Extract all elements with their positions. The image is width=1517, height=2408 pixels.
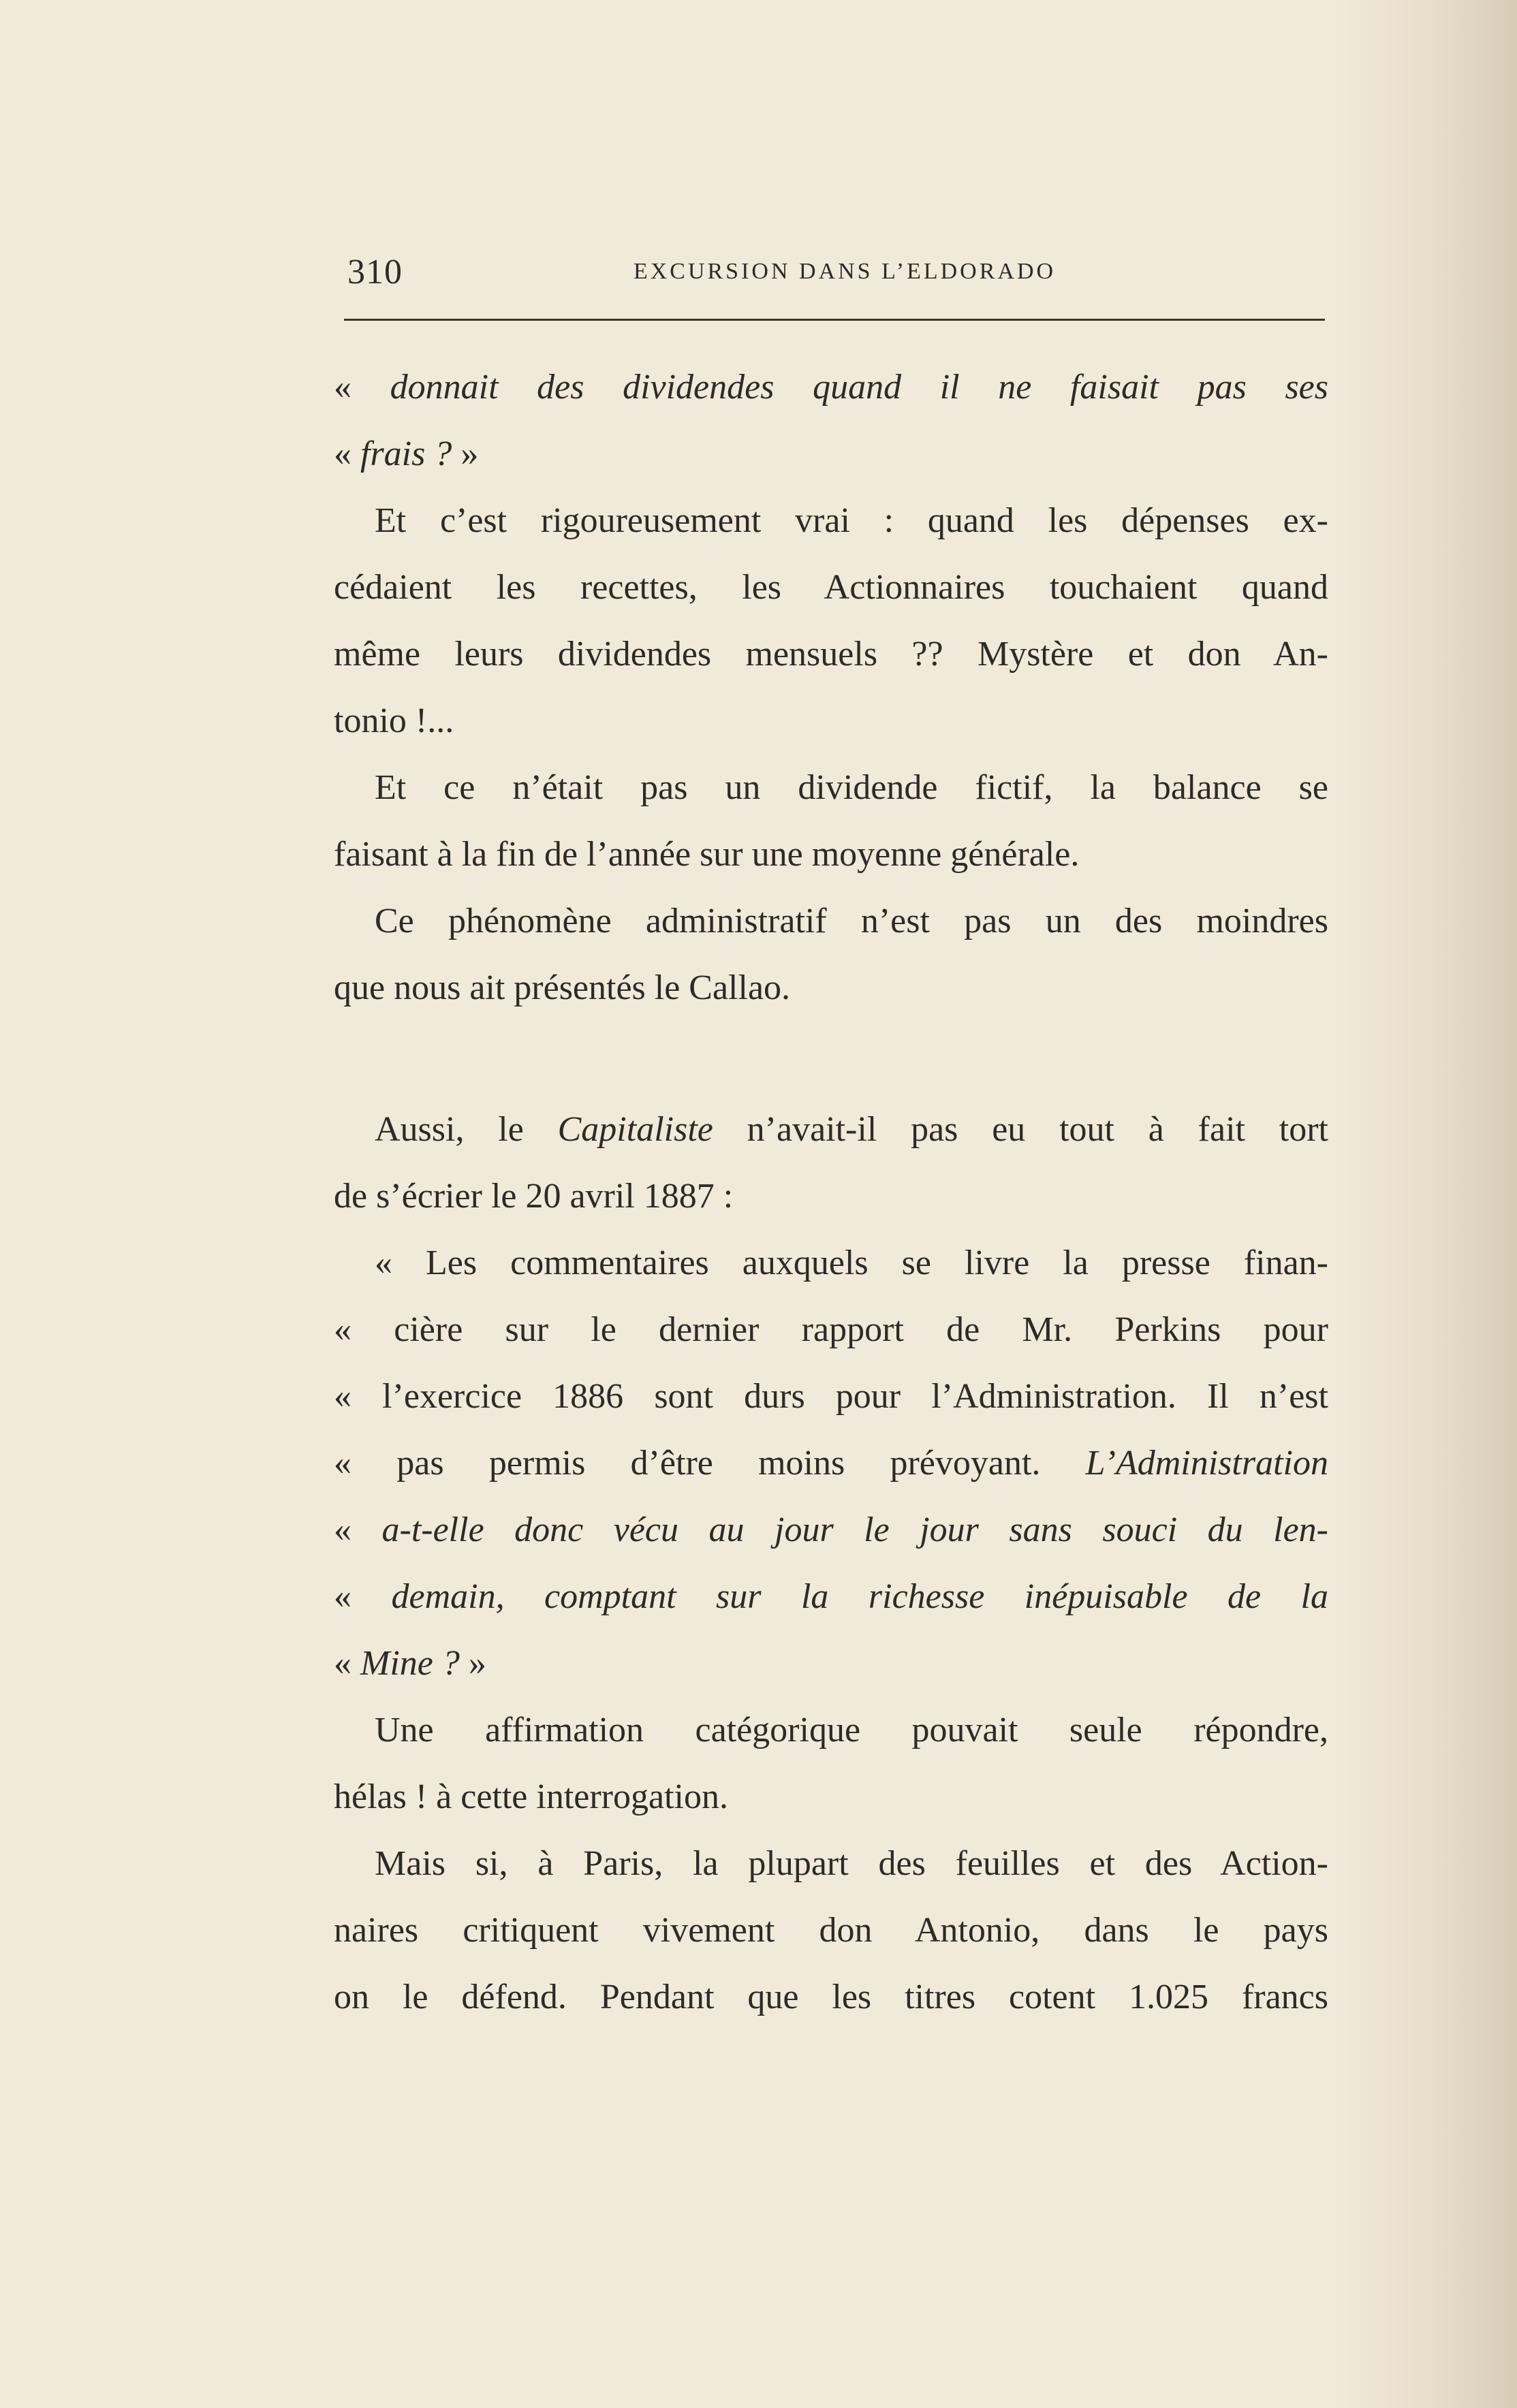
italic-text: Capitaliste xyxy=(557,1110,713,1149)
italic-text: frais ? xyxy=(360,434,452,473)
text-line: même leurs dividendes mensuels ?? Mystère et don An- xyxy=(334,635,1328,674)
paragraph-6 xyxy=(334,1230,1328,1697)
paragraph-2 xyxy=(334,488,1328,755)
text-line: tonio !... xyxy=(334,701,454,740)
header-rule xyxy=(344,319,1325,321)
text-line: de s’écrier le 20 avril 1887 : xyxy=(334,1177,734,1216)
text-line: « a-t-elle donc vécu au jour le jour sans souci du len- xyxy=(334,1510,1329,1549)
text-line: Une affirmation catégorique pouvait seule répondre, xyxy=(375,1711,1328,1749)
text-line: « demain, comptant sur la richesse inépuisable de la xyxy=(334,1577,1328,1616)
page-body xyxy=(334,354,1328,2031)
text-line: on le défend. Pendant que les titres cotent 1.025 francs xyxy=(334,1978,1328,2016)
text-line: cédaient les recettes, les Actionnaires touchaient quand xyxy=(334,568,1328,607)
text-line: « cière sur le dernier rapport de Mr. Perkins pour xyxy=(334,1310,1328,1349)
text-line: « pas permis d’être moins prévoyant. L’Administration xyxy=(334,1444,1328,1483)
italic-text: a-t-elle donc vécu au jour le jour sans souci du len- xyxy=(381,1510,1329,1549)
paragraph-8 xyxy=(334,1831,1328,2031)
section-gap xyxy=(334,1021,1328,1096)
paragraph-3 xyxy=(334,755,1328,888)
paragraph-5 xyxy=(334,1096,1328,1230)
text-line: hélas ! à cette interrogation. xyxy=(334,1777,728,1816)
page-number: 310 xyxy=(347,253,403,291)
text-line: « donnait des dividendes quand il ne faisait pas ses xyxy=(334,368,1328,407)
text-line: Et ce n’était pas un dividende fictif, la balance se xyxy=(375,768,1328,807)
running-title: EXCURSION DANS L’ELDORADO xyxy=(633,259,1057,284)
text-line: faisant à la fin de l’année sur une moyenne générale. xyxy=(334,835,1080,874)
text-line: Mais si, à Paris, la plupart des feuilles et des Action- xyxy=(375,1844,1328,1883)
paragraph-1 xyxy=(334,354,1328,488)
italic-text: donnait des dividendes quand il ne faisait pas ses xyxy=(390,368,1328,407)
text-line: « frais ? » xyxy=(334,434,479,473)
text-line: « l’exercice 1886 sont durs pour l’Administration. Il n’est xyxy=(334,1377,1328,1416)
text-line: que nous ait présentés le Callao. xyxy=(334,968,791,1007)
text-line: naires critiquent vivement don Antonio, dans le pays xyxy=(334,1911,1328,1950)
text-line: Aussi, le Capitaliste n’avait-il pas eu tout à fait tort xyxy=(375,1110,1328,1149)
italic-text: demain, comptant sur la richesse inépuisable de la xyxy=(391,1577,1328,1616)
text-line: Ce phénomène administratif n’est pas un des moindres xyxy=(375,902,1328,940)
paragraph-7 xyxy=(334,1697,1328,1831)
page-header xyxy=(334,252,1328,306)
italic-text: L’Administration xyxy=(1085,1444,1328,1483)
paragraph-4 xyxy=(334,888,1328,1021)
text-line: « Les commentaires auxquels se livre la presse finan- xyxy=(375,1243,1328,1282)
italic-text: Mine ? xyxy=(360,1644,460,1683)
text-line: Et c’est rigoureusement vrai : quand les dépenses ex- xyxy=(375,501,1328,540)
text-line: « Mine ? » xyxy=(334,1644,486,1683)
